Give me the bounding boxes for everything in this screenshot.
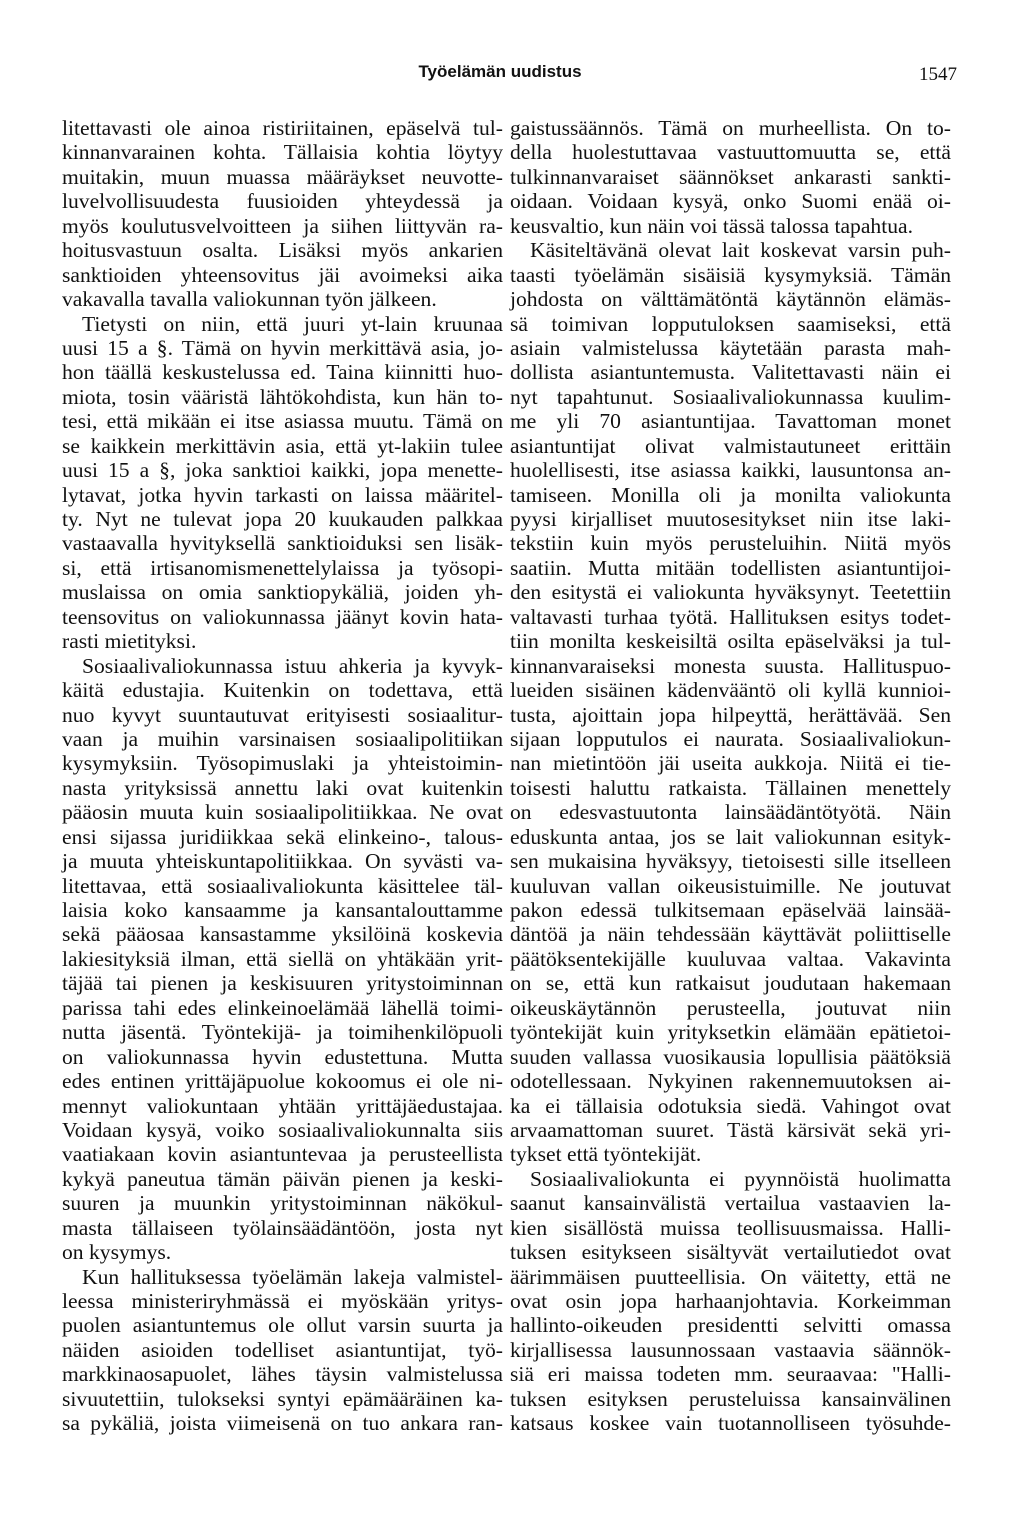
running-title: Työelämän uudistus	[418, 62, 582, 81]
text-line: on valiokunnassa hyvin edustettuna. Mutta	[62, 1044, 503, 1069]
text-line: tiin monilta keskeisiltä osilta epäselväksi ja tul-	[510, 629, 951, 654]
text-line: nasta yrityksissä annettu laki ovat kuitenkin	[62, 775, 503, 800]
text-line: kykyä paneutua tämän päivän pienen ja keski-	[62, 1166, 503, 1191]
text-line: keusvaltio, kun näin voi tässä talossa tapahtua.	[510, 213, 913, 238]
text-line: Voidaan kysyä, voiko sosiaalivaliokunnalta siis	[62, 1117, 503, 1142]
text-line: lueiden sisäinen kädenvääntö oli kyllä kunnioi-	[510, 678, 951, 703]
text-line: nyt tapahtunut. Sosiaalivaliokunnassa kuulim-	[510, 384, 951, 409]
text-line: litettavaa, että sosiaalivaliokunta käsittelee täl-	[62, 873, 503, 898]
text-line: katsaus koskee vain tuotannolliseen työsuhde-	[510, 1411, 951, 1436]
text-line: suuren ja muunkin yritystoiminnan näkökul-	[62, 1191, 503, 1216]
text-line: tykset että työntekijät.	[510, 1142, 702, 1167]
text-line: hon täällä keskustelussa ed. Taina kiinnitti huo-	[62, 360, 503, 385]
text-line: sa pykäliä, joista viimeisenä on tuo ankara ran-	[62, 1411, 503, 1436]
text-line: vaatiakaan kovin asiantuntevaa ja perusteellista	[62, 1142, 503, 1167]
text-line: pyysi kirjalliset muutosesitykset niin itse laki-	[510, 507, 951, 531]
text-line: siä eri maissa todeten mm. seuraavaa: "Halli-	[510, 1362, 951, 1387]
text-line: lakiesityksiä ilman, että siellä on yhtäkään yrit-	[62, 946, 503, 971]
text-line: odotellessaan. Nykyinen rakennemuutoksen ai-	[510, 1069, 951, 1094]
text-line: saanut kansainvälistä vertailua vastaavien la-	[510, 1191, 951, 1216]
text-line: tesi, että mikään ei itse asiassa muutu. Tämä on	[62, 409, 503, 434]
text-line: pääosin muuta kuin sosiaalipolitiikkaa. Ne ovat	[62, 800, 503, 825]
text-line: masta tällaiseen työlainsäädäntöön, josta nyt	[62, 1215, 503, 1240]
text-line: Tietysti on niin, että juuri yt-lain kruunaa	[82, 311, 503, 336]
text-line: vaan ja muihin varsinaisen sosiaalipolitiikan	[62, 726, 503, 751]
text-line: tekstiin kuin myös perusteluihin. Niitä myös	[510, 531, 951, 556]
text-line: asiantuntijat olivat valmistautuneet erittäin	[510, 433, 951, 458]
text-line: me yli 70 asiantuntijaa. Tavattoman monet	[510, 409, 951, 434]
text-line: työntekijät kuin yrityksetkin elämään epätietoi-	[510, 1020, 951, 1045]
text-line: ensi sijassa juridiikkaa sekä elinkeino-, talous-	[62, 824, 503, 849]
text-line: arvaamattoman suuret. Tästä kärsivät sekä yri-	[510, 1117, 951, 1142]
text-line: tusta, ajoittain jopa hilpeyttä, herättävää. Sen	[510, 702, 951, 727]
text-line: oikeuskäytännön perusteella, joutuvat niin	[510, 995, 951, 1020]
text-line: ovat osin jopa harhaanjohtavia. Korkeimman	[510, 1289, 951, 1313]
text-line: oidaan. Voidaan kysyä, onko Suomi enää oi-	[510, 189, 951, 214]
text-line: täjää tai pienen ja keskisuuren yritystoiminnan	[62, 971, 503, 996]
text-line: Käsiteltävänä olevat lait koskevat varsin puh-	[530, 238, 951, 263]
text-line: leessa ministeriryhmässä ei myöskään yritys-	[62, 1289, 503, 1313]
text-line: tulkinnanvaraiset säännökset ankarasti sankti-	[510, 164, 951, 189]
text-line: käitä edustajia. Kuitenkin on todettava, että	[62, 678, 503, 703]
text-line: kuuluvan vallan oikeusistuimille. Ne joutuvat	[510, 873, 951, 898]
text-line: kinnanvarainen kohta. Tällaisia kohtia löytyy	[62, 140, 503, 165]
right-column	[510, 116, 951, 1436]
text-line: nutta jäsentä. Työntekijä- ja toimihenkilöpuoli	[62, 1020, 503, 1045]
text-line: kien sisällöstä muissa teollisuusmaissa. Halli-	[510, 1215, 951, 1240]
text-line: näiden asioiden todelliset asiantuntijat, työ-	[62, 1337, 503, 1362]
page-number: 1547	[919, 64, 957, 85]
text-line: tuksen esitykseen sisältyvät vertailutiedot ovat	[510, 1240, 951, 1265]
text-line: johdosta on välttämätöntä käytännön elämäs-	[510, 287, 951, 312]
text-line: tamiseen. Monilla oli ja monilta valiokunta	[510, 482, 951, 507]
text-line: saatiin. Mutta mitään todellisten asiantuntijoi-	[510, 555, 951, 580]
text-line: kirjallisessa lausunnossaan vastaavia säännök-	[510, 1337, 951, 1362]
text-line: edes entinen yrittäjäpuolue kokoomus ei ole ni-	[62, 1069, 503, 1094]
text-line: vakavalla tavalla valiokunnan työn jälkeen.	[62, 287, 437, 312]
text-line: sijaan lopputulos ei naurata. Sosiaalivaliokun-	[510, 726, 951, 751]
text-line: valtavasti turhaa työtä. Hallituksen esitys todet-	[510, 604, 951, 629]
text-line: laisia koko kansaamme ja kansantalouttamme	[62, 898, 503, 922]
page-header	[0, 62, 1024, 92]
text-line: lytavat, jotka hyvin tarkasti on laissa määritel-	[62, 482, 503, 507]
text-line: ja muuta yhteiskuntapolitiikkaa. On syvästi va-	[62, 849, 503, 874]
text-line: muitakin, muun muassa määräykset neuvotte-	[62, 164, 503, 189]
text-line: miota, tosin vääristä lähtökohdista, kun hän to-	[62, 384, 503, 409]
text-line: vastaavalla hyvityksellä sanktioiduksi sen lisäk-	[62, 531, 503, 556]
text-line: Kun hallituksessa työelämän lakeja valmistel-	[82, 1264, 503, 1289]
text-line: taasti työelämän sisäisiä kysymyksiä. Tämän	[510, 262, 951, 287]
text-line: se kaikkein merkittävin asia, että yt-lakiin tulee	[62, 433, 503, 458]
text-line: pakon edessä tulkitsemaan epäselvää lainsää-	[510, 898, 951, 922]
text-line: den esitystä ei valiokunta hyväksynyt. Teetettiin	[510, 580, 951, 605]
text-line: rasti mietityksi.	[62, 629, 197, 654]
text-line: sivuutettiin, tulokseksi syntyi epämääräinen ka-	[62, 1386, 503, 1411]
text-line: hallinto-oikeuden presidentti selvitti omassa	[510, 1313, 951, 1338]
text-line: sä toimivan lopputuloksen saamiseksi, että	[510, 311, 951, 336]
text-line: markkinaosapuolet, lähes täysin valmistelussa	[62, 1362, 503, 1387]
text-line: hoitusvastuun osalta. Lisäksi myös ankarien	[62, 238, 503, 263]
text-line: däntöä ja näin tehdessään käyttävät poliittiselle	[510, 922, 951, 947]
text-line: asiain valmistelussa käytetään parasta mah-	[510, 335, 951, 360]
text-line: Sosiaalivaliokunnassa istuu ahkeria ja kyvyk-	[82, 653, 503, 678]
text-line: uusi 15 a §, joka sanktioi kaikki, jopa menette-	[62, 458, 503, 483]
text-line: on se, että kun ratkaisut joudutaan hakemaan	[510, 971, 951, 996]
text-line: päätöksentekijälle kuuluvaa valtaa. Vakavinta	[510, 946, 951, 971]
text-line: muslaissa on omia sanktiopykäliä, joiden yh-	[62, 580, 503, 605]
text-line: si, että irtisanomismenettelylaissa ja työsopi-	[62, 555, 503, 580]
text-line: äärimmäisen puutteellisia. On väitetty, että ne	[510, 1264, 951, 1289]
text-line: gaistussäännös. Tämä on murheellista. On to-	[510, 116, 951, 140]
text-line: puolen asiantuntemus ole ollut varsin suurta ja	[62, 1313, 503, 1338]
text-line: ty. Nyt ne tulevat jopa 20 kuukauden palkkaa	[62, 507, 503, 531]
text-line: suuden vallassa vuosikausia lopullisia päätöksiä	[510, 1044, 951, 1069]
text-line: kysymyksiin. Työsopimuslaki ja yhteistoimin-	[62, 751, 503, 776]
text-line: myös koulutusvelvoitteen ja siihen liittyvän ra-	[62, 213, 503, 238]
text-line: teensovitus on valiokunnassa jäänyt kovin hata-	[62, 604, 503, 629]
text-line: tuksen esityksen perusteluissa kansainvälinen	[510, 1386, 951, 1411]
text-line: nuo kyvyt suuntautuvat erityisesti sosiaalitur-	[62, 702, 503, 727]
text-line: uusi 15 a §. Tämä on hyvin merkittävä asia, jo-	[62, 335, 503, 360]
text-line: on edesvastuutonta lainsäädäntötyötä. Näin	[510, 800, 951, 825]
text-line: ka ei tällaisia odotuksia siedä. Vahingot ovat	[510, 1093, 951, 1118]
text-line: sanktioiden yhteensovitus jäi avoimeksi aika	[62, 262, 503, 287]
text-line: luvelvollisuudesta fuusioiden yhteydessä ja	[62, 189, 503, 214]
text-line: sekä pääosaa kansastamme yksilöinä koskevia	[62, 922, 503, 947]
text-line: parissa tahi edes elinkeinoelämää lähellä toimi-	[62, 995, 503, 1020]
text-line: sen mukaisina hyväksyy, tietoisesti sille itselleen	[510, 849, 951, 874]
text-line: on kysymys.	[62, 1240, 172, 1265]
text-line: toisesti haluttu ratkaista. Tällainen menettely	[510, 775, 951, 800]
text-line: mennyt valiokuntaan yhtään yrittäjäedustajaa.	[62, 1093, 503, 1118]
text-line: della huolestuttavaa vastuuttomuutta se, että	[510, 140, 951, 165]
text-line: Sosiaalivaliokunta ei pyynnöistä huolimatta	[530, 1166, 951, 1191]
text-line: litettavasti ole ainoa ristiriitainen, epäselvä tul-	[62, 116, 503, 140]
text-line: nan mietintöön jäi useita aukkoja. Niitä ei tie-	[510, 751, 951, 776]
text-line: eduskunta antaa, jos se lait valiokunnan esityk-	[510, 824, 951, 849]
text-line: dollista asiantuntemusta. Valitettavasti näin ei	[510, 360, 951, 385]
text-line: huolellisesti, itse asiassa kaikki, lausuntonsa an-	[510, 458, 951, 483]
text-line: kinnanvaraiseksi monesta suusta. Hallituspuo-	[510, 653, 951, 678]
left-column	[62, 116, 503, 1436]
